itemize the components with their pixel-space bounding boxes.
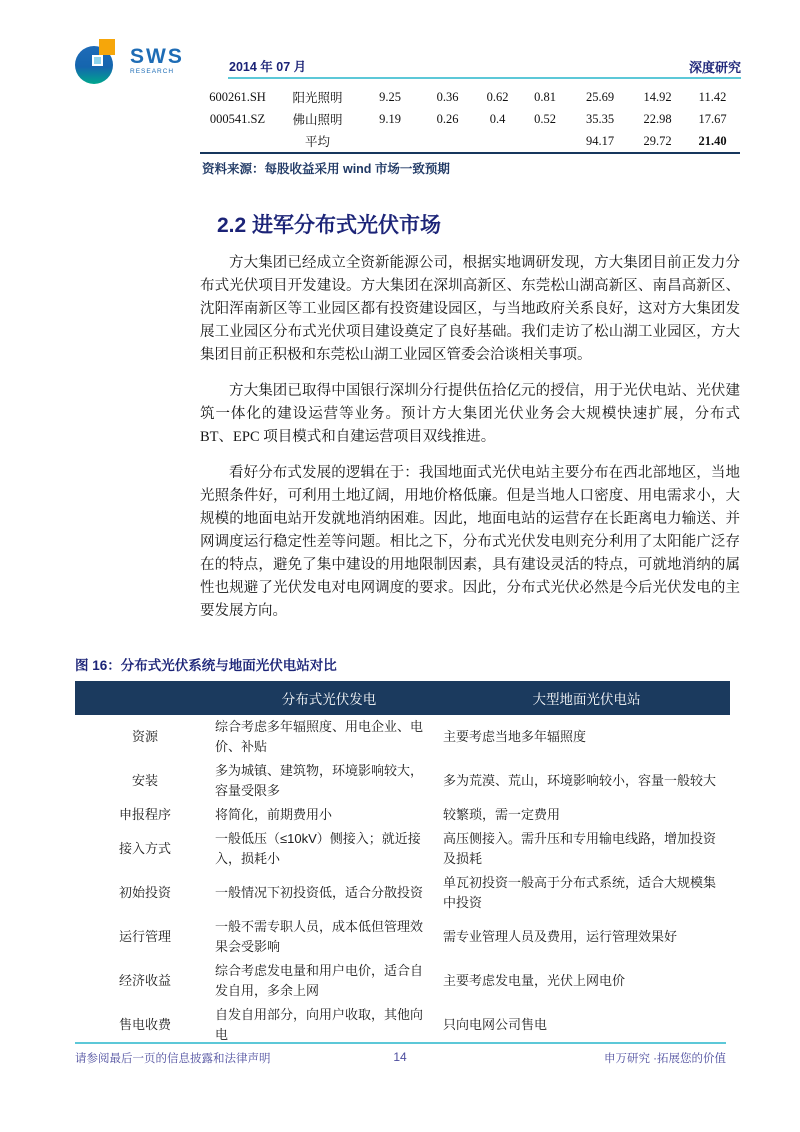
cell: 0.36: [436, 89, 459, 104]
table-row: [75, 827, 730, 871]
cell-distributed: 一般情况下初投资低，适合分散投资: [215, 885, 424, 900]
cell: 35.35: [585, 111, 615, 126]
page-number: 14: [393, 1050, 407, 1064]
row-label: 安装: [131, 773, 158, 788]
figure-title: 图 16：分布式光伏系统与地面光伏电站对比: [75, 658, 337, 673]
row-label: 运行管理: [118, 929, 171, 944]
row-label: 接入方式: [118, 841, 171, 856]
valuation-table: [200, 86, 740, 154]
cell-ground: 单瓦初投资一般高于分布式系统，适合大规模集中投资: [443, 875, 717, 910]
header-divider: [228, 77, 741, 79]
cell-distributed: 综合考虑发电量和用户电价，适合自发自用，多余上网: [215, 963, 424, 998]
footer-divider: [75, 1042, 726, 1044]
figure-16: [75, 654, 730, 1047]
cell: 0.81: [534, 89, 556, 104]
cell-distributed: 将简化，前期费用小: [215, 807, 333, 822]
cell-ground: 主要考虑当地多年辐照度: [443, 729, 587, 744]
stock-name: 阳光照明: [292, 91, 343, 105]
cell: 25.69: [585, 89, 615, 104]
cell-distributed: 一般不需专职人员，成本低但管理效果会受影响: [215, 919, 424, 954]
cell: 11.42: [698, 89, 727, 104]
section-body: [200, 252, 740, 636]
table-row: [75, 915, 730, 959]
cell: 0.52: [534, 111, 556, 126]
paragraph: 方大集团已取得中国银行深圳分行提供伍拾亿元的授信，用于光伏电站、光伏建筑一体化的建设运营等业务。预计方大集团光伏业务会大规模快速扩展，分布式 BT、EPC 项目模式和自建运营项目双线推进。: [200, 383, 740, 445]
table-row: [75, 715, 730, 759]
logo-name: SWS: [130, 45, 184, 69]
table-row: [200, 86, 740, 108]
paragraph: 看好分布式发展的逻辑在于：我国地面式光伏电站主要分布在西北部地区，当地光照条件好，可利用土地辽阔，用地价格低廉。但是当地人口密度、用电需求小，大规模的地面电站开发就地消纳困难。因此，地面电站的运营存在长距离电力输送、并网调度运行稳定性差等问题。相比之下，分布式光伏发电则充分利用了太阳能广泛存在的特点，避免了集中建设的用地限制因素，具有建设灵活的特点，可就地消纳的属性也规避了光伏发电对电网调度的要求。因此，分布式光伏必然是今后光伏发电的主要发展方向。: [200, 465, 740, 619]
logo-subtext: RESEARCH: [130, 68, 175, 76]
table-row: [75, 871, 730, 915]
cell-ground: 主要考虑发电量，光伏上网电价: [443, 973, 626, 988]
cell: 0.26: [436, 111, 459, 126]
cell: 9.25: [379, 89, 401, 104]
cell: 0.62: [486, 89, 509, 104]
table-row: [75, 803, 730, 827]
table-row: [200, 108, 740, 130]
stock-code: 600261.SH: [209, 89, 266, 104]
cell-average-bold: 21.40: [698, 133, 727, 148]
sws-logo: [74, 36, 184, 86]
header-cell: 大型地面光伏电站: [532, 692, 641, 707]
row-label: 初始投资: [118, 885, 171, 900]
cell-distributed: 一般低压（≤10kV）侧接入；就近接入，损耗小: [215, 831, 421, 866]
cell: 0.4: [489, 111, 506, 126]
cell: 17.67: [698, 111, 727, 126]
cell-distributed: 自发自用部分，向用户收取，其他向电: [215, 1007, 424, 1042]
header-cell: 分布式光伏发电: [281, 692, 377, 707]
footer-disclaimer: 请参阅最后一页的信息披露和法律声明: [75, 1053, 271, 1065]
cell-ground: 高压侧接入。需升压和专用输电线路，增加投资及损耗: [443, 831, 717, 866]
paragraph: 方大集团已经成立全资新能源公司，根据实地调研发现，方大集团目前正发力分布式光伏项目开发建设。方大集团在深圳高新区、东莞松山湖高新区、南昌高新区、沈阳浑南新区等工业园区都有投资建设园区，与当地政府关系良好，这对方大集团发展工业园区分布式光伏项目建设奠定了良好基础。我们走访了松山湖工业园区，方大集团目前正积极和东莞松山湖工业园区管委会洽谈相关事项。: [200, 255, 740, 363]
row-label: 资源: [131, 729, 158, 744]
cell: 94.17: [585, 133, 615, 148]
row-label: 售电收费: [118, 1017, 171, 1032]
report-type: 深度研究: [688, 60, 741, 75]
stock-name: 平均: [304, 135, 330, 149]
cell-ground: 需专业管理人员及费用，运行管理效果好: [443, 929, 678, 944]
cell-ground: 较繁琐，需一定费用: [443, 807, 561, 822]
cell-distributed: 多为城镇、建筑物，环境影响较大，容量受限多: [215, 763, 424, 798]
sws-logo-icon: [74, 36, 124, 86]
report-date: 2014 年 07 月: [229, 60, 307, 74]
row-label: 经济收益: [118, 973, 171, 988]
footer-slogan: 申万研究 ·拓展您的价值: [603, 1053, 726, 1065]
cell-ground: 多为荒漠、荒山，环境影响较小，容量一般较大: [443, 773, 717, 788]
sws-logo-text: [130, 46, 184, 76]
cell-ground: 只向电网公司售电: [443, 1017, 548, 1032]
cell: 9.19: [379, 111, 401, 126]
stock-name: 佛山照明: [292, 113, 343, 127]
cell-distributed: 综合考虑多年辐照度、用电企业、电价、补贴: [215, 719, 424, 754]
table-row: [75, 1003, 730, 1047]
table-row-average: [200, 130, 740, 152]
row-label: 申报程序: [118, 807, 171, 822]
comparison-table-header: [75, 681, 730, 715]
table-row: [75, 959, 730, 1003]
cell: 14.92: [643, 89, 672, 104]
section-heading: 2.2 进军分布式光伏市场: [217, 214, 442, 237]
cell: 29.72: [643, 133, 672, 148]
source-note: 资料来源：每股收益采用 wind 市场一致预期: [202, 162, 450, 176]
stock-code: 000541.SZ: [209, 111, 266, 126]
cell: 22.98: [643, 111, 672, 126]
table-row: [75, 759, 730, 803]
